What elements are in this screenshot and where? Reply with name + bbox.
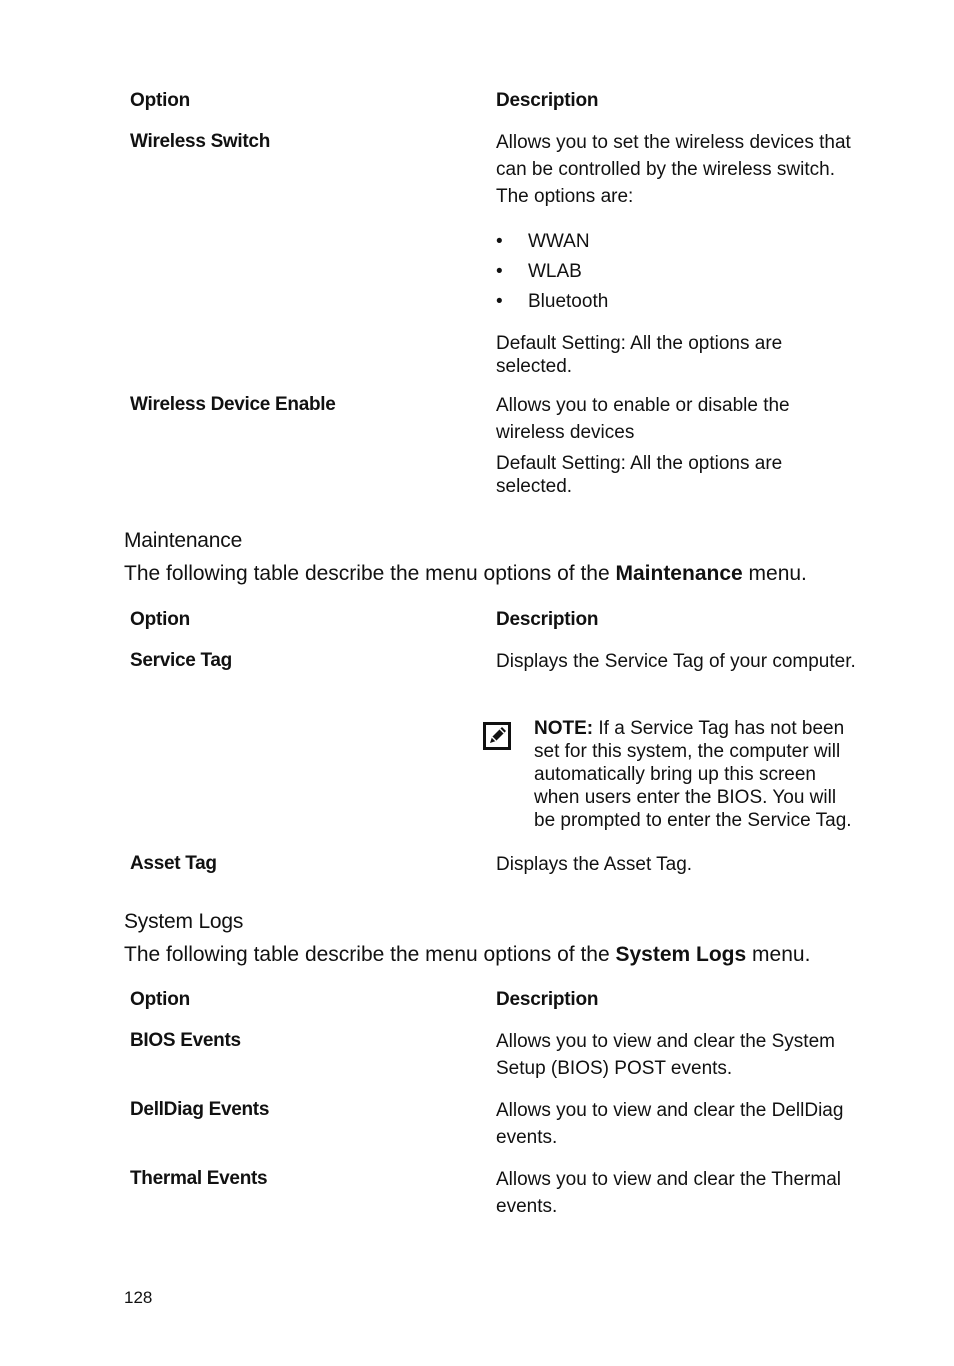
table-header-description: Description xyxy=(496,989,599,1010)
list-item: • Bluetooth xyxy=(496,287,608,317)
note-label: NOTE: xyxy=(534,718,594,739)
list-item: • WWAN xyxy=(496,227,608,257)
option-wireless-device-enable: Wireless Device Enable xyxy=(130,394,336,415)
table-header-option: Option xyxy=(130,609,191,630)
section-title-maintenance: Maintenance xyxy=(124,529,243,552)
option-service-tag: Service Tag xyxy=(130,650,232,671)
section-intro-maintenance xyxy=(124,562,807,586)
default-setting-wireless-switch: Default Setting: All the options are selected. xyxy=(496,333,783,377)
wireless-switch-option-list xyxy=(496,227,608,317)
description-bios-events: Allows you to view and clear the System Setup (BIOS) POST events. xyxy=(496,1031,835,1079)
option-wireless-switch: Wireless Switch xyxy=(130,131,270,152)
option-asset-tag: Asset Tag xyxy=(130,853,217,874)
page-number: 128 xyxy=(124,1288,153,1307)
description-wireless-device-enable: Allows you to enable or disable the wireless devices xyxy=(496,395,790,443)
table-header-description: Description xyxy=(496,609,599,630)
intro-menu-name: System Logs xyxy=(615,943,747,966)
list-item: • WLAB xyxy=(496,257,608,287)
description-asset-tag: Displays the Asset Tag. xyxy=(496,854,693,875)
table-header-option: Option xyxy=(130,989,191,1010)
section-title-system-logs: System Logs xyxy=(124,910,244,933)
table-header-option: Option xyxy=(130,90,191,111)
option-bios-events: BIOS Events xyxy=(130,1030,241,1051)
description-delldiag-events: Allows you to view and clear the DellDiag events. xyxy=(496,1100,844,1148)
description-service-tag: Displays the Service Tag of your computer. xyxy=(496,651,856,672)
table-header-description: Description xyxy=(496,90,599,111)
note-service-tag xyxy=(534,717,859,832)
intro-text-end: menu. xyxy=(746,943,811,966)
intro-text-end: menu. xyxy=(742,562,807,585)
section-intro-system-logs xyxy=(124,943,810,967)
note-body: If a Service Tag has not been set for this system, the computer will automatically bring up this screen when users enter the BIOS. You will be prompted to enter the Service Tag. xyxy=(534,718,852,831)
option-thermal-events: Thermal Events xyxy=(130,1168,268,1189)
option-delldiag-events: DellDiag Events xyxy=(130,1099,270,1120)
description-thermal-events: Allows you to view and clear the Thermal events. xyxy=(496,1169,841,1217)
intro-text: The following table describe the menu options of the xyxy=(124,943,616,966)
note-pencil-icon xyxy=(483,722,511,750)
default-setting-wireless-device-enable: Default Setting: All the options are selected. xyxy=(496,453,783,497)
intro-text: The following table describe the menu options of the xyxy=(124,562,616,585)
description-wireless-switch: Allows you to set the wireless devices that can be controlled by the wireless switch. The options are: xyxy=(496,132,851,207)
intro-menu-name: Maintenance xyxy=(615,562,743,585)
